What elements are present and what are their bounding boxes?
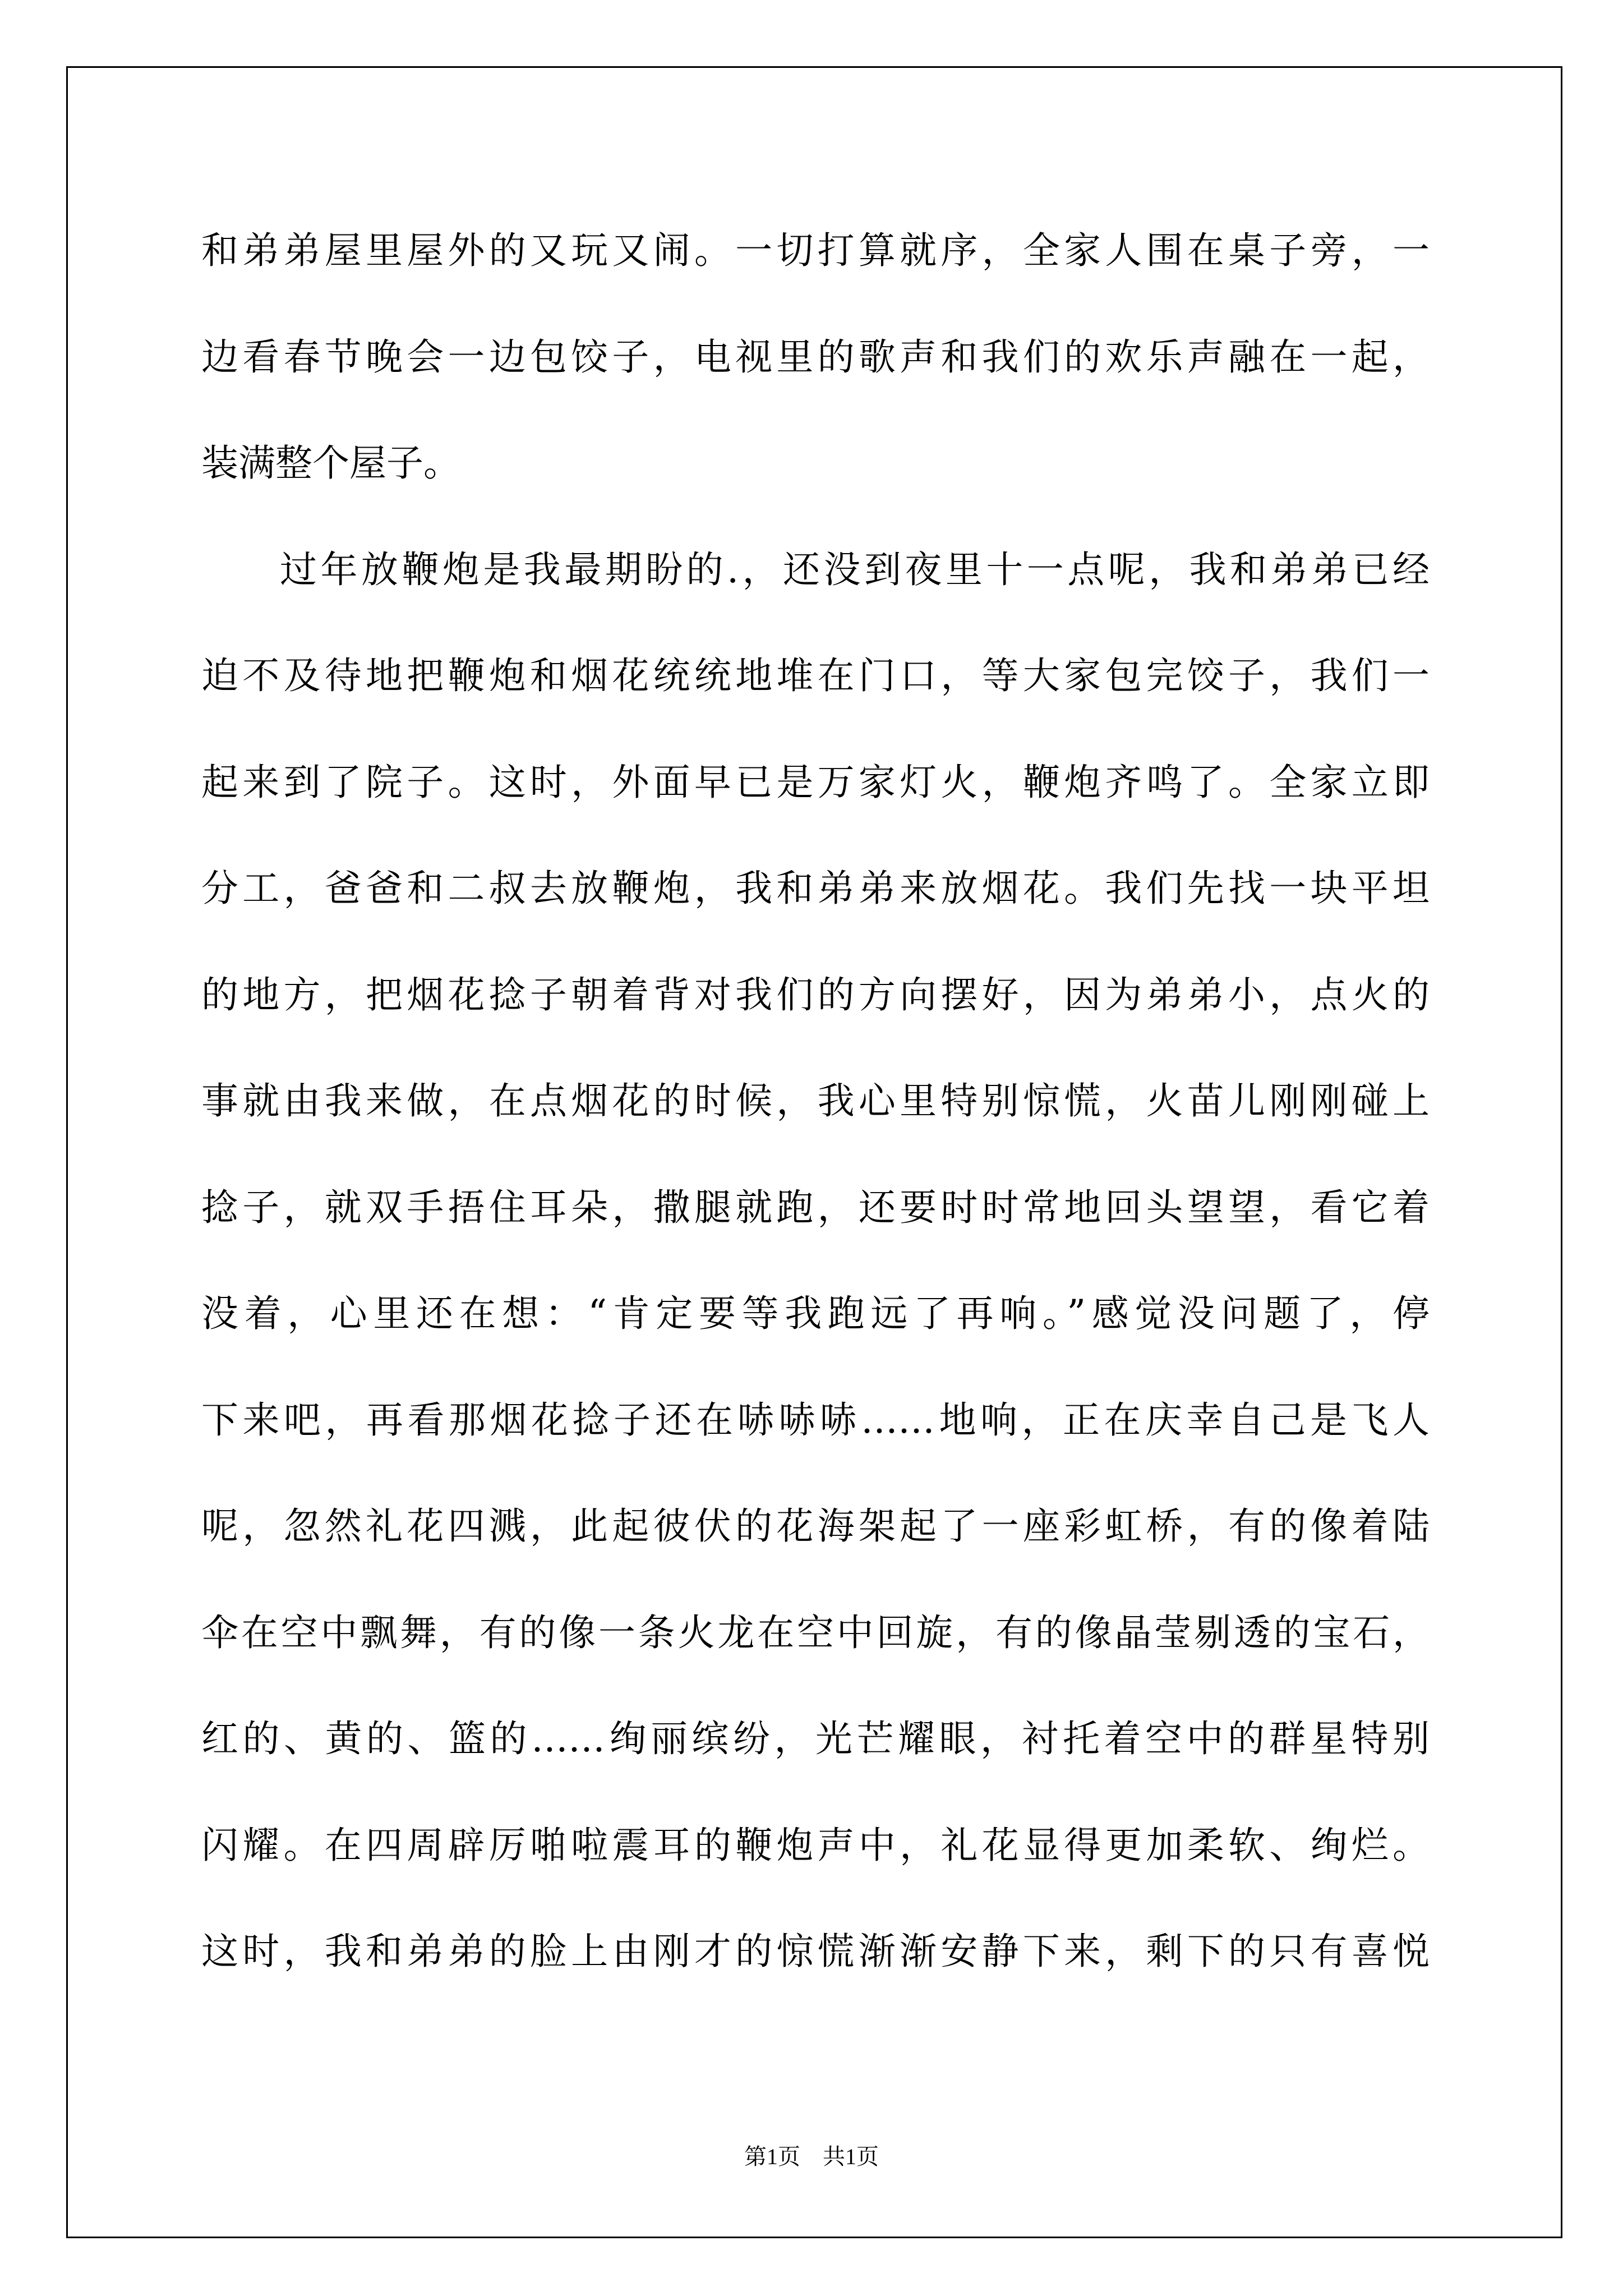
text-line: 过年放鞭炮是我最期盼的.，还没到夜里十一点呢，我和弟弟已经 [280,547,1430,591]
text-line: 和弟弟屋里屋外的又玩又闹。一切打算就序，全家人围在桌子旁，一 [201,229,1430,272]
text-line: 的地方，把烟花捻子朝着背对我们的方向摆好，因为弟弟小，点火的 [201,973,1430,1016]
text-line: 起来到了院子。这时，外面早已是万家灯火，鞭炮齐鸣了。全家立即 [201,760,1430,804]
text-line: 下来吧，再看那烟花捻子还在哧哧哧……地响，正在庆幸自己是飞人 [201,1398,1430,1442]
paragraph-continued [201,197,1430,517]
text-line: 捻子，就双手捂住耳朵，撒腿就跑，还要时时常地回头望望，看它着 [201,1185,1430,1229]
text-line: 分工，爸爸和二叔去放鞭炮，我和弟弟来放烟花。我们先找一块平坦 [201,867,1430,910]
text-line: 伞在空中飘舞，有的像一条火龙在空中回旋，有的像晶莹剔透的宝石， [201,1611,1430,1654]
text-line: 边看春节晚会一边包饺子，电视里的歌声和我们的欢乐声融在一起， [201,335,1430,379]
body-text [201,197,1430,2005]
text-line: 红的、黄的、篮的……绚丽缤纷，光芒耀眼，衬托着空中的群星特别 [201,1717,1430,1760]
paragraph-fireworks [201,517,1430,2005]
text-line: 没着，心里还在想：“肯定要等我跑远了再响。”感觉没问题了，停 [201,1292,1430,1335]
text-line: 事就由我来做，在点烟花的时候，我心里特别惊慌，火苗儿刚刚碰上 [201,1079,1430,1122]
text-line: 迫不及待地把鞭炮和烟花统统地堆在门口，等大家包完饺子，我们一 [201,654,1430,697]
text-line: 这时，我和弟弟的脸上由刚才的惊慌渐渐安静下来，剩下的只有喜悦 [201,1930,1430,1973]
text-line: 装满整个屋子。 [201,441,460,485]
page-footer: 第1页 共1页 [744,2144,879,2169]
text-line: 闪耀。在四周辟厉啪啦震耳的鞭炮声中，礼花显得更加柔软、绚烂。 [201,1823,1430,1867]
text-line: 呢，忽然礼花四溅，此起彼伏的花海架起了一座彩虹桥，有的像着陆 [201,1504,1430,1548]
